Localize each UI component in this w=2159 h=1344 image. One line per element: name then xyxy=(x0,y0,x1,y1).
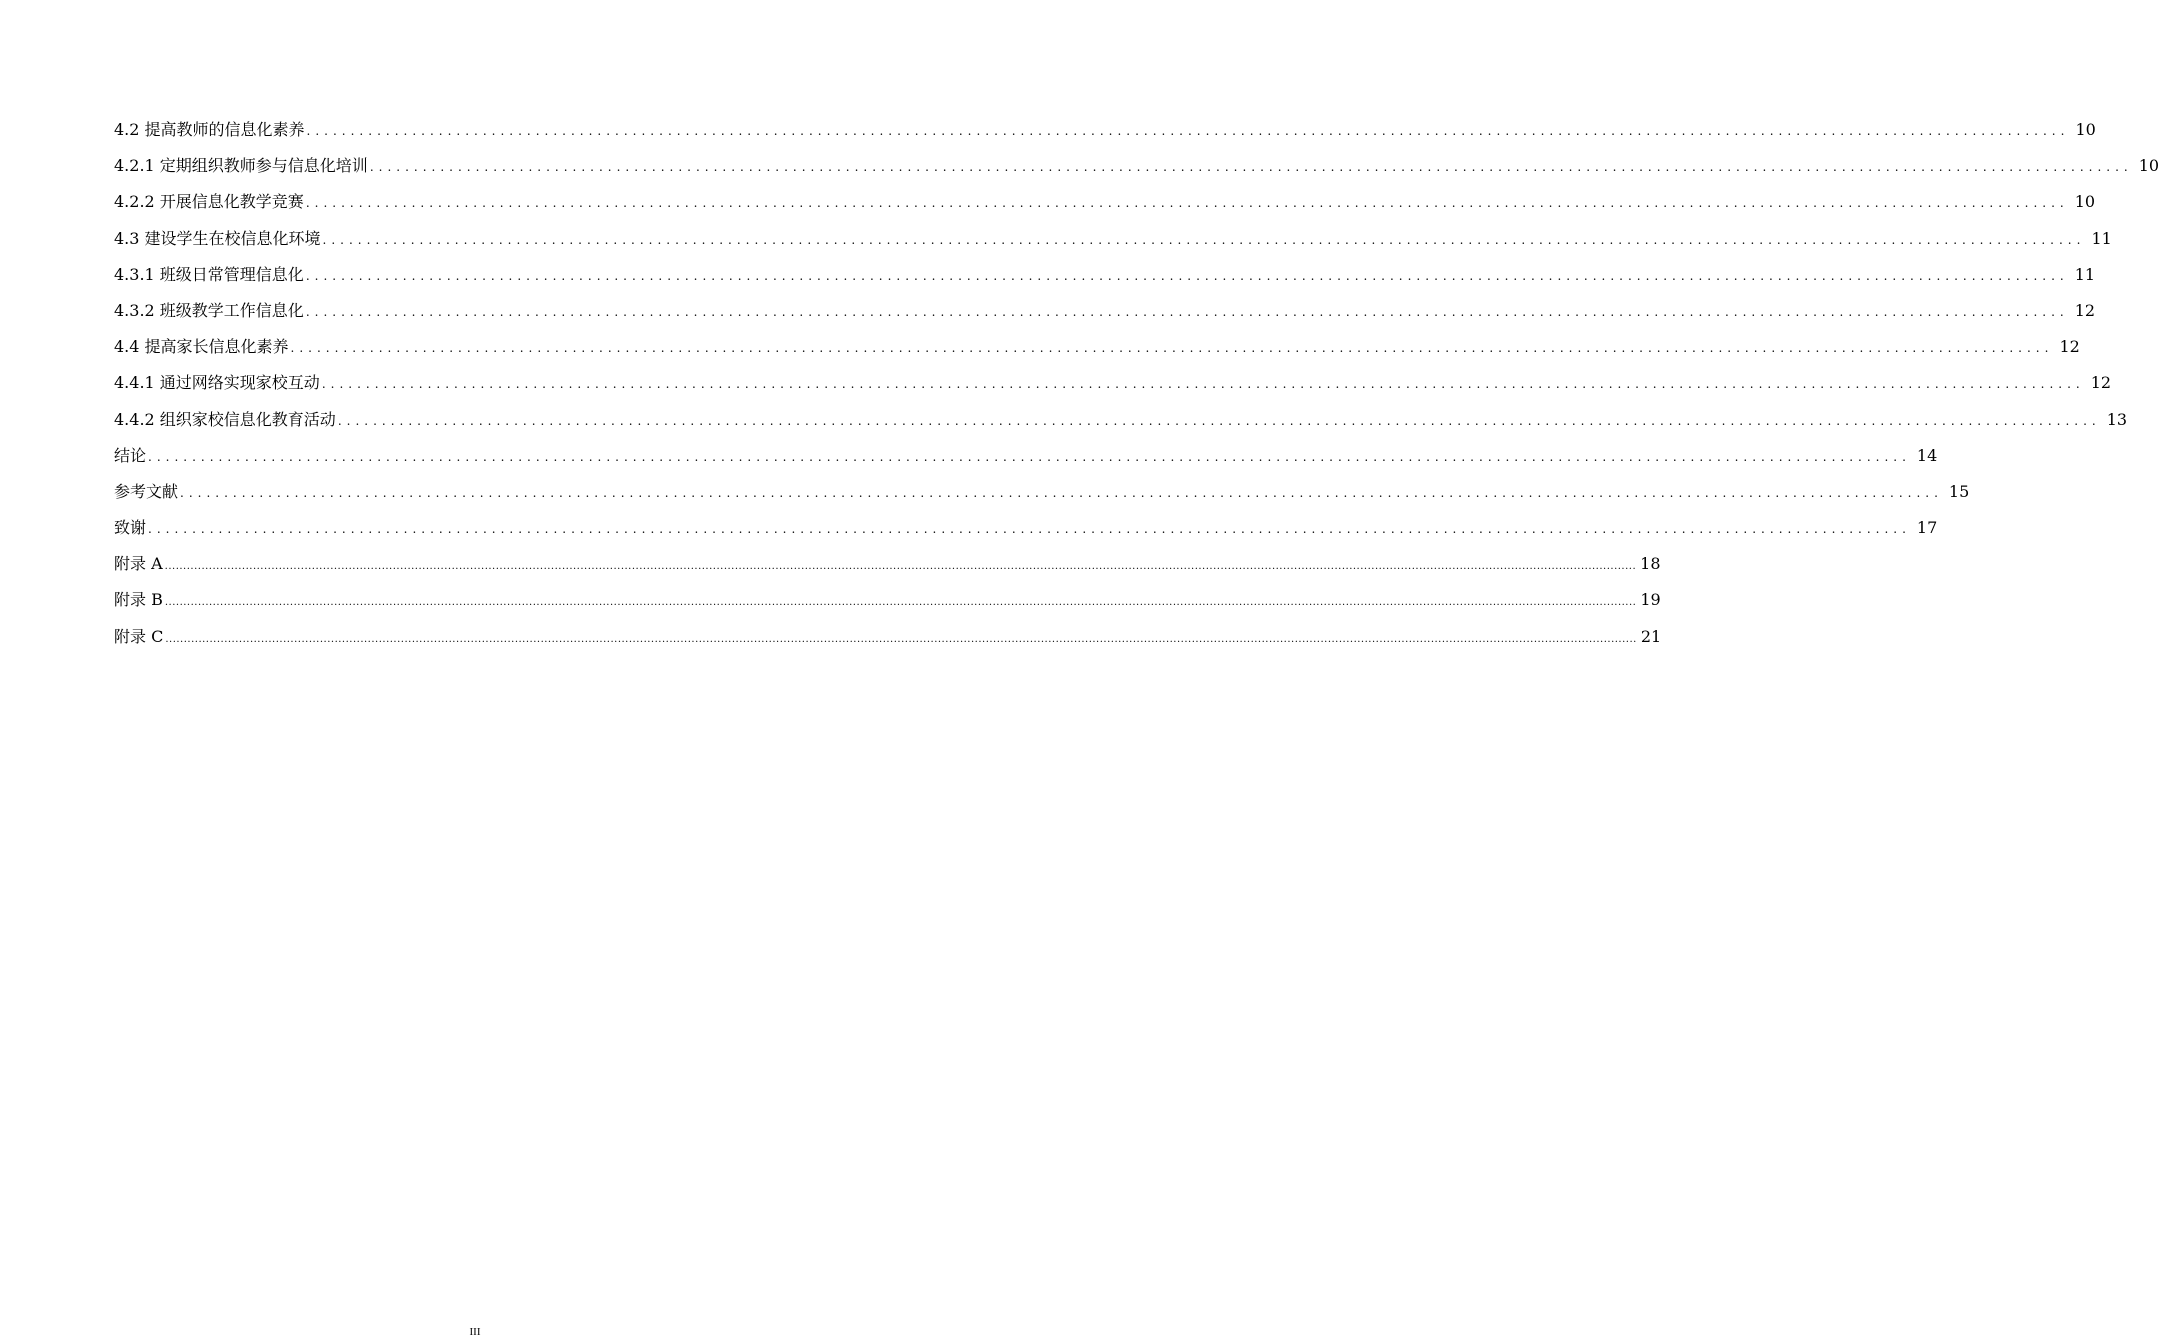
toc-entry-label: 致谢 xyxy=(114,518,147,538)
toc-entry-page: 10 xyxy=(2075,120,2096,139)
toc-entry-page: 10 xyxy=(2074,192,2096,212)
dot-leader: ........................................................................................................................................................................................................ xyxy=(148,449,1911,464)
toc-entry-page: 19 xyxy=(1640,590,1661,610)
toc-entry-page: 10 xyxy=(2138,156,2159,176)
toc-entry[interactable] xyxy=(114,118,2096,154)
toc-entry[interactable] xyxy=(114,625,1662,661)
toc-entry-page: 21 xyxy=(1640,626,1662,646)
toc-entry[interactable] xyxy=(114,371,2112,407)
toc-entry-page: 18 xyxy=(1640,554,1661,574)
toc-entry[interactable] xyxy=(114,335,2080,371)
toc-entry[interactable] xyxy=(114,299,2096,335)
toc-entry[interactable] xyxy=(114,190,2096,226)
toc-entry-label: 4.4 提高家长信息化素养 xyxy=(114,337,289,357)
toc-entry-page: 17 xyxy=(1916,518,1938,538)
dot-leader: ................................................................................................................................................................................................................................................................................................................................................................................................................ xyxy=(165,633,1637,645)
dot-leader: ........................................................................................................................................................................................................ xyxy=(148,522,1911,537)
toc-entry[interactable] xyxy=(114,227,2112,263)
dot-leader: ........................................................................................................................................................................................................ xyxy=(321,377,2085,392)
toc-entry-label: 4.4.1 通过网络实现家校互动 xyxy=(114,373,320,393)
toc-entry-label: 4.3.2 班级教学工作信息化 xyxy=(114,300,304,320)
dot-leader: ........................................................................................................................................................................................................ xyxy=(305,196,2069,211)
dot-leader: ........................................................................................................................................................................................................ xyxy=(322,232,2086,247)
toc-entry[interactable] xyxy=(114,154,2159,190)
dot-leader: ........................................................................................................................................................................................................ xyxy=(305,304,2069,319)
toc-entry-page: 12 xyxy=(2090,373,2112,393)
dot-leader: ........................................................................................................................................................................................................ xyxy=(337,413,2101,428)
toc-entry-label: 4.3 建设学生在校信息化环境 xyxy=(114,228,321,248)
toc-entry[interactable] xyxy=(114,408,2128,444)
toc-entry[interactable] xyxy=(114,552,1661,588)
dot-leader: ........................................................................................................................................................................................................ xyxy=(369,160,2133,175)
toc-entry-page: 11 xyxy=(2074,264,2096,284)
toc-entry[interactable] xyxy=(114,480,1970,516)
toc-entry-label: 4.2.1 定期组织教师参与信息化培训 xyxy=(114,156,368,176)
dot-leader: ........................................................................................................................................................................................................ xyxy=(290,341,2054,356)
dot-leader: ................................................................................................................................................................................................................................................................................................................................................................................................................ xyxy=(164,597,1637,609)
dot-leader: ........................................................................................................................................................................................................ xyxy=(305,268,2069,283)
toc-entry-label: 附录 A xyxy=(114,554,163,574)
toc-entry-label: 4.2.2 开展信息化教学竞赛 xyxy=(114,192,304,212)
toc-entry-label: 4.3.1 班级日常管理信息化 xyxy=(114,264,304,284)
dot-leader: ........................................................................................................................................................................................................ xyxy=(306,124,2070,138)
toc-entry-page: 13 xyxy=(2106,409,2128,429)
toc-entry[interactable] xyxy=(114,444,1938,480)
dot-leader: ................................................................................................................................................................................................................................................................................................................................................................................................................ xyxy=(164,561,1637,573)
toc-entry-page: 14 xyxy=(1916,445,1938,465)
toc-entry-label: 附录 C xyxy=(114,626,164,646)
toc-entry-page: 12 xyxy=(2059,337,2080,357)
toc-entry-label: 参考文献 xyxy=(114,481,179,501)
toc-entry-page: 11 xyxy=(2091,228,2112,248)
toc-entry-label: 4.4.2 组织家校信息化教育活动 xyxy=(114,409,336,429)
toc-entry[interactable] xyxy=(114,263,2096,299)
toc-entry-label: 结论 xyxy=(114,445,147,465)
toc-entry[interactable] xyxy=(114,516,1938,552)
dot-leader: ........................................................................................................................................................................................................ xyxy=(180,485,1943,500)
toc-entry-page: 12 xyxy=(2074,300,2096,320)
toc-entry[interactable] xyxy=(114,588,1661,624)
toc-entry-label: 4.2 提高教师的信息化素养 xyxy=(114,120,305,139)
table-of-contents xyxy=(114,118,2159,661)
toc-entry-page: 15 xyxy=(1948,481,1970,501)
toc-entry-label: 附录 B xyxy=(114,590,163,610)
page-footer-number: III xyxy=(469,1326,481,1338)
